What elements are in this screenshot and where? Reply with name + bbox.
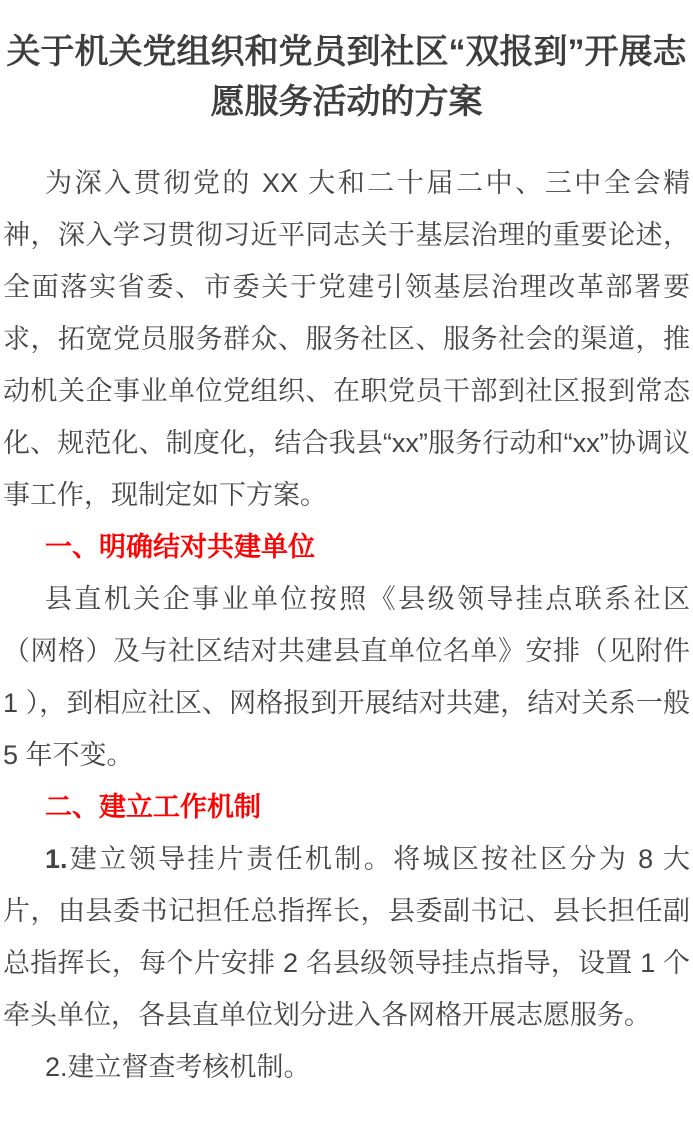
article-page bbox=[0, 27, 693, 1093]
paragraph-pairing-units: 县直机关企事业单位按照《县级领导挂点联系社区（网格）及与社区结对共建县直单位名单》安排（见附件 1 ），到相应社区、网格报到开展结对共建，结对关系一般 5 年不变。 bbox=[3, 584, 690, 770]
paragraph-mechanism-2: 2.建立督查考核机制。 bbox=[45, 1052, 311, 1082]
item-text-1: 建立领导挂片责任机制。将城区按社区分为 8 大片，由县委书记担任总指挥长，县委副书记、县长担任副总指挥长，每个片安排 2 名县级领导挂点指导，设置 1 个牵头单位，各县直单位划分进入各网格开展志愿服务。 bbox=[3, 844, 690, 1030]
section-heading-1: 一、明确结对共建单位 bbox=[45, 532, 315, 562]
article-title: 关于机关党组织和党员到社区“双报到”开展志愿服务活动的方案 bbox=[6, 33, 687, 121]
paragraph-mechanism-1 bbox=[3, 833, 690, 1041]
paragraph-intro: 为深入贯彻党的 XX 大和二十届二中、三中全会精神，深入学习贯彻习近平同志关于基层治理的重要论述，全面落实省委、市委关于党建引领基层治理改革部署要求，拓宽党员服务群众、服务社区、服务社会的渠道，推动机关企事业单位党组织、在职党员干部到社区报到常态化、规范化、制度化，结合我县“xx”服务行动和“xx”协调议事工作，现制定如下方案。 bbox=[3, 168, 690, 510]
section-heading-2: 二、建立工作机制 bbox=[45, 792, 261, 822]
item-number-1: 1. bbox=[45, 844, 68, 874]
